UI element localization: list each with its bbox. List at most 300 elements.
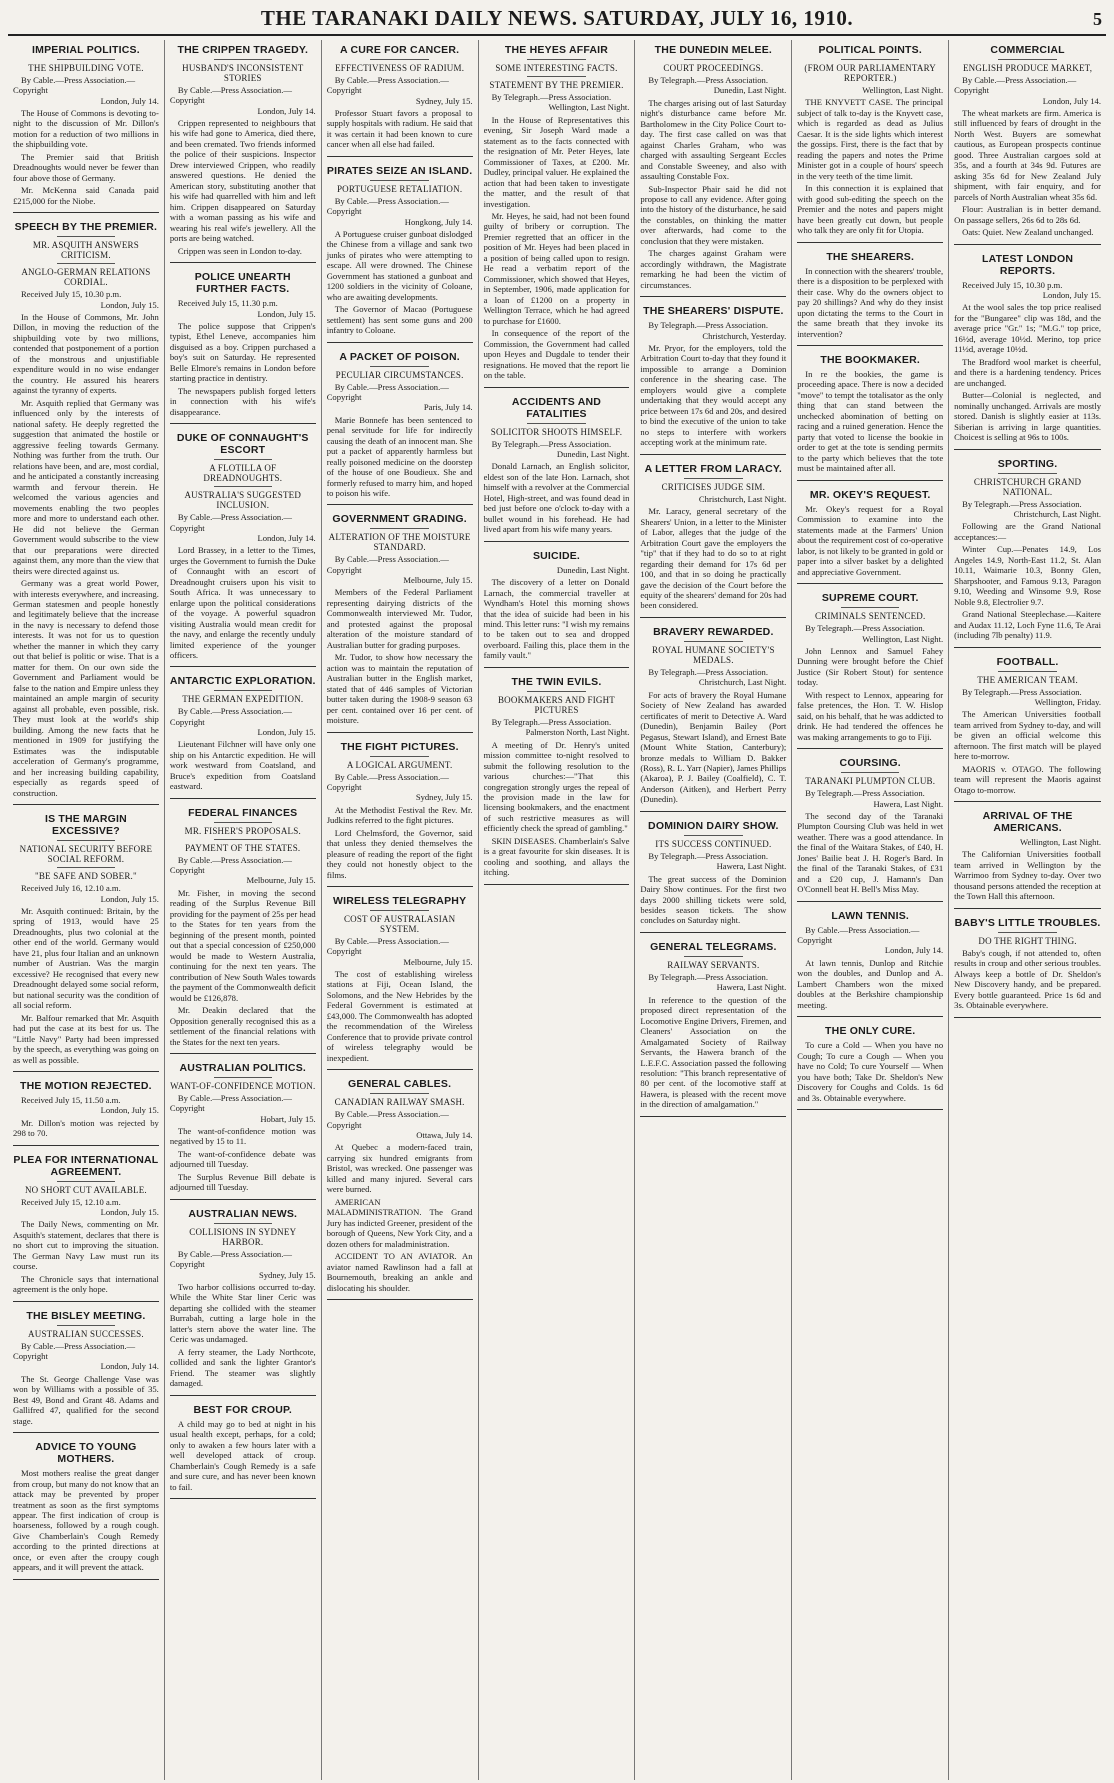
article-headline: A CURE FOR CANCER.	[339, 44, 460, 56]
divider	[214, 59, 272, 60]
dateline	[170, 512, 316, 543]
dateline-place: Hongkong, July 14.	[404, 216, 473, 227]
article-headline: SUICIDE.	[532, 549, 581, 562]
dateline-source: By Cable.—Press Association.—Copyright	[326, 381, 449, 402]
article-headline: GENERAL TELEGRAMS.	[650, 940, 777, 953]
article-paragraph: ACCIDENT TO AN AVIATOR. An aviator named Rawlinson had a fall at Bournemouth, breaking an ankle and dislocating his shoulder.	[326, 1251, 473, 1293]
dateline-source: By Telegraph.—Press Association.	[491, 438, 612, 449]
article-headline: THE DUNEDIN MELEE.	[654, 44, 773, 56]
article-headline: A PACKET OF POISON.	[339, 350, 460, 363]
article-separator	[640, 811, 786, 812]
dateline	[954, 837, 1101, 847]
divider	[684, 956, 742, 957]
article-subheading: EFFECTIVENESS OF RADIUM.	[335, 63, 465, 73]
article	[640, 941, 786, 1117]
dateline	[640, 972, 786, 993]
article-subheading: STATEMENT BY THE PREMIER.	[489, 80, 624, 90]
article	[954, 42, 1101, 245]
article-separator	[797, 480, 943, 481]
article-subheading: ENGLISH PRODUCE MARKET,	[962, 63, 1093, 73]
article-paragraph: Winter Cup.—Penates 14.9, Los Angeles 14.9, North-East 11.2, St. Alan 10.11, Waimarie 10.3, Bonny Glen, Sharpshooter, and Famous 9.13, Paragon 9.10, Weeding and Winsome 9.9, Rose Noble 9.8, Electrolier 9.7.	[954, 544, 1101, 607]
article-paragraph: The Governor of Macao (Portuguese settlement) has sent some guns and 200 infantry to Coloane.	[326, 304, 473, 336]
dateline	[327, 382, 473, 413]
article-separator	[327, 504, 473, 505]
article-separator	[797, 901, 943, 902]
article	[797, 42, 943, 243]
dateline	[170, 1249, 316, 1280]
dateline-place: Melbourne, July 15.	[246, 875, 316, 886]
article-separator	[484, 387, 630, 388]
column-5	[635, 40, 792, 1780]
article-headline: ANTARCTIC EXPLORATION.	[169, 675, 316, 688]
column-3	[322, 40, 479, 1780]
dateline-place: London, July 14.	[100, 95, 159, 106]
divider	[370, 366, 428, 367]
article-headline: THE TWIN EVILS.	[511, 675, 602, 688]
article	[954, 810, 1101, 909]
article-subheading: AUSTRALIA'S SUGGESTED INCLUSION.	[184, 490, 302, 511]
article-headline: POLICE UNEARTH FURTHER FACTS.	[194, 271, 291, 296]
dateline-source: By Telegraph.—Press Association.	[805, 788, 925, 799]
article-paragraph: Mr. Balfour remarked that Mr. Asquith had put the case at its best for us. The "Little Navy" Party had been impressed by the speech, as everything was going on as well as possible.	[13, 1012, 159, 1065]
article-subheading: BOOKMAKERS AND FIGHT PICTURES	[497, 694, 615, 715]
dateline	[797, 623, 943, 644]
article-paragraph: The Daily News, commenting on Mr. Asquith's statement, declares that there is no short cut to improving the situation. The German Navy Law must run its course.	[13, 1219, 159, 1272]
article-subheading: NATIONAL SECURITY BEFORE SOCIAL REFORM.	[19, 844, 153, 865]
article-paragraph: Oats: Quiet. New Zealand unchanged.	[962, 227, 1094, 238]
article-separator	[170, 1498, 316, 1499]
dateline	[640, 75, 786, 96]
article-subheading: THE GERMAN EXPEDITION.	[182, 694, 304, 705]
article-headline: GENERAL CABLES.	[348, 1078, 452, 1091]
article	[954, 917, 1101, 1018]
article-separator	[13, 1579, 159, 1580]
dateline	[13, 883, 159, 904]
article-subheading: HUSBAND'S INCONSISTENT STORIES	[182, 63, 304, 83]
article-headline: LAWN TENNIS.	[831, 909, 910, 922]
article-subheading: AUSTRALIAN SUCCESSES.	[28, 1328, 144, 1339]
article-subheading: THE SHIPBUILDING VOTE.	[28, 63, 144, 73]
article	[327, 513, 473, 732]
article-paragraph: The Californian Universities football team arrived in Wellington by the Warrimoo from Sydney to-day. Over two thousand persons attended the reception at the Town Hall this afternoon.	[954, 849, 1101, 902]
article-paragraph: A ferry steamer, the Lady Northcote, collided and sank the lighter Grantor's Friend. The steamer was slightly damaged.	[169, 1346, 316, 1389]
article-paragraph: In consequence of the report of the Commission, the Government had called upon Heyes and Dugdale to tender their resignations. He moved that the report lie on the table.	[483, 328, 630, 381]
article-headline: THE HEYES AFFAIR	[504, 44, 609, 56]
divider	[527, 76, 585, 77]
article-separator	[170, 1199, 316, 1200]
dateline-place: London, July 14.	[257, 105, 316, 116]
article-headline: LATEST LONDON REPORTS.	[982, 252, 1074, 277]
dateline-place: Wellington, Last Night.	[1020, 837, 1101, 848]
article-separator	[640, 932, 786, 933]
dateline	[170, 706, 316, 737]
dateline	[13, 1095, 159, 1116]
article-headline: DUKE OF CONNAUGHT'S ESCORT	[176, 432, 309, 457]
article-headline: THE MOTION REJECTED.	[20, 1080, 152, 1093]
column-6	[792, 40, 949, 1780]
article	[13, 1154, 159, 1302]
dateline-place: Wellington, Last Night.	[548, 102, 630, 113]
article-paragraph: Crippen was seen in London to-day.	[177, 245, 302, 256]
dateline-source: By Cable.—Press Association.—Copyright	[169, 1248, 292, 1270]
divider	[684, 835, 742, 836]
article-headline: THE BOOKMAKER.	[820, 354, 921, 366]
article	[327, 895, 473, 1070]
article-headline: SUPREME COURT.	[821, 592, 919, 605]
article-paragraph: Lord Chelmsford, the Governor, said that unless they denied themselves the pleasure of reading the report of the fight they could not honestly object to the films.	[326, 827, 473, 880]
article-paragraph: In the House of Representatives this evening, Sir Joseph Ward made a statement as to the facts connected with the resignation of Mr. Peter Heyes, late Commissioner of Taxes, at £200. Mr. Dudley, principal valuer. He explained the action that had been taken to investigate the matter, and the result of that investigation.	[483, 114, 630, 209]
article-headline: ARRIVAL OF THE AMERICANS.	[982, 810, 1073, 835]
article-subheading: A FLOTILLA OF DREADNOUGHTS.	[203, 463, 283, 484]
article	[170, 1062, 316, 1200]
article-separator	[640, 454, 786, 455]
article-paragraph: The Chronicle says that international agreement is the only hope.	[13, 1273, 159, 1295]
article-separator	[954, 647, 1101, 648]
article-subheading: SOME INTERESTING FACTS.	[495, 63, 618, 73]
divider	[214, 839, 272, 840]
article-paragraph: The second day of the Taranaki Plumpton Coursing Club was held in wet weather. There was a good attendance. In the final of the Waitara Stakes, of £40, H. Jones' Bailie beat J. H. Roger's Bard. In the final of the Taranaki Stakes, of £31 and a £20 cup, J. Hamann's Dan O'Connell beat H. Bell's Miss May.	[797, 810, 944, 895]
dateline-place: London, July 14.	[1042, 95, 1101, 106]
article-separator	[484, 667, 630, 668]
article-paragraph: Mr. Fisher, in moving the second reading of the Surplus Revenue Bill providing for the payment of 25s per head to the States for ten years from the beginning of the present month, pointed out that a special concession of £250,000 would be made to Western Australia, continuing for the next ten years. The contribution of New South Wales towards the payment of the Commonwealth deficit would be £126,878.	[169, 887, 316, 1003]
dateline-place: Dunedin, Last Night.	[556, 449, 630, 460]
article-paragraph: Mr. Dillon's motion was rejected by 298 to 70.	[13, 1117, 159, 1139]
article	[327, 165, 473, 343]
divider	[998, 671, 1057, 672]
article-paragraph: Mr. McKenna said Canada paid £215,000 for the Niobe.	[13, 185, 159, 206]
dateline	[13, 75, 159, 106]
dateline-place: London, July 15.	[100, 299, 159, 310]
dateline-source: By Telegraph.—Press Association.	[491, 92, 612, 102]
article-paragraph: Mr. Heyes, he said, had not been found guilty of bribery or corruption. The Premier regretted that an officer in the position of Mr. Heyes had been placed in a position of being called upon to resign. He read a verbatim report of the Commissioner, which showed that Heyes, in September, 1906, made application for a loan of £1200 on a property in Wellington Terrace, which he had agreed to purchase for £1600.	[483, 210, 630, 326]
article-subheading: DO THE RIGHT THING.	[978, 935, 1077, 946]
article-headline: THE FIGHT PICTURES.	[340, 740, 459, 753]
dateline-source: By Telegraph.—Press Association.	[962, 686, 1082, 697]
article	[797, 251, 943, 346]
article-paragraph: The charges against Graham were accordingly withdrawn, the Magistrate remarking he had been the victim of circumstances.	[640, 248, 787, 290]
article-separator	[954, 244, 1101, 245]
dateline-source: By Cable.—Press Association.—Copyright	[326, 936, 449, 957]
dateline-place: London, July 15.	[257, 727, 316, 738]
article-headline: SPEECH BY THE PREMIER.	[14, 221, 158, 234]
dateline-place: Wellington, Last Night.	[862, 633, 944, 644]
dateline-place: Christchurch, Last Night.	[698, 677, 787, 688]
article-headline: THE BISLEY MEETING.	[26, 1309, 146, 1322]
article-paragraph: Lieutenant Filchner will have only one ship on his Antarctic expedition. He will work westward from Coatsland, and Bruce's expedition from Coatsland eastward.	[169, 739, 316, 792]
article-paragraph: A Portuguese cruiser gunboat dislodged the Chinese from a village and sank two junks of pirates who were attempting to escape. All were drowned. The Chinese Government has stationed a gunboat and 1200 soldiers in the vicinity of Coloane, who are awaiting developments.	[326, 228, 473, 302]
dateline-source: Received July 15, 11.50 a.m.	[21, 1095, 121, 1106]
article-headline: BRAVERY REWARDED.	[653, 625, 774, 638]
divider	[57, 1181, 115, 1182]
dateline-source: By Cable.—Press Association.—Copyright	[169, 1093, 292, 1114]
article-paragraph: In connection with the shearers' trouble, there is a disposition to be perplexed with their case. Why do the owners object to pay 20 shillings? And why do they insist upon dictating the terms to the Court in the same breath that they invoke its intervention?	[797, 265, 944, 339]
divider	[214, 822, 272, 823]
article-paragraph: Sub-Inspector Phair said he did not propose to call any evidence. After going into the history of the disturbance, he said the constables, on thinking the matter over afterwards, had come to the conclusion that they were mistaken.	[640, 183, 787, 246]
article-separator	[327, 156, 473, 157]
divider	[998, 473, 1057, 474]
article-subheading: MR. FISHER'S PROPOSALS.	[184, 825, 301, 836]
dateline-place: Dunedin, Last Night.	[556, 564, 630, 575]
article	[797, 910, 943, 1017]
article-paragraph: At the wool sales the top price realised for the "Bungaree" clip was 18d, and the average price "Gr." 1s; "M.G." top price, 16½d, average 10½d. Merino, top price 11½d, average 10½d.	[954, 302, 1101, 355]
divider	[214, 459, 272, 460]
article	[13, 1080, 159, 1146]
article-headline: MR. OKEY'S REQUEST.	[809, 488, 931, 501]
article-subheading: RAILWAY SERVANTS.	[667, 959, 760, 970]
divider	[684, 641, 742, 642]
dateline-place: Ottawa, July 14.	[416, 1129, 473, 1140]
article-subheading: ANGLO-GERMAN RELATIONS CORDIAL.	[21, 267, 151, 288]
dateline	[640, 851, 786, 872]
dateline-source: Received July 15, 12.10 a.m.	[21, 1196, 121, 1207]
article-separator	[797, 1016, 943, 1017]
article-paragraph: The discovery of a letter on Donald Larnach, the commercial traveller at Wyndham's Hotel this morning shows that the idea of suicide had been in his mind. This letter runs: "I wish my remains to be taken out to sea and dropped overboard. Failing this, place them in the family vault."	[483, 577, 630, 661]
page-number: 5	[1093, 9, 1102, 29]
dateline-place: Christchurch, Last Night.	[698, 493, 787, 504]
article-subheading: COLLISIONS IN SYDNEY HARBOR.	[189, 1226, 297, 1247]
divider	[57, 1325, 115, 1326]
dateline-source: Received July 15, 10.30 p.m.	[962, 279, 1063, 290]
article-paragraph: Most mothers realise the great danger from croup, but many do not know that an attack may be prevented by proper treatment as soon as the first symptoms appear. The first indication of croup is hoarseness, followed by a rough cough. Give Chamberlain's Cough Remedy according to the printed directions at once, or even after the croupy cough appears, and it will prevent the attack.	[13, 1468, 159, 1573]
article-paragraph: Lord Brassey, in a letter to the Times, urges the Government to furnish the Duke of Connaught with an escort of Dreadnought cruisers upon his visit to South Africa. It was unnecessary to enlarge upon the political considerations of the voyage. A powerful squadron visiting Australia would mean credit for the navy, and enlarge the recently unduly limited experience of the younger officers.	[169, 545, 316, 660]
article	[484, 42, 630, 388]
dateline	[170, 1093, 316, 1124]
article	[13, 813, 159, 1072]
article-headline: THE SHEARERS.	[826, 250, 915, 263]
dateline	[954, 687, 1101, 708]
article-headline: PIRATES SEIZE AN ISLAND.	[326, 164, 473, 177]
article-separator	[797, 583, 943, 584]
masthead	[8, 4, 1106, 36]
divider	[214, 1223, 272, 1224]
dateline	[640, 494, 786, 504]
article-paragraph: Mr. Okey's request for a Royal Commission to examine into the statements made at the Farmers' Union about the requirement cost of co-operative labor, is not likely to be granted in gold or paper into a silver basket by a delighted and appreciative Government.	[797, 503, 944, 577]
article-subheading: CRITICISES JUDGE SIM.	[661, 481, 766, 492]
dateline-place: Sydney, July 15.	[415, 95, 473, 106]
divider	[527, 691, 585, 692]
dateline-place: London, July 14.	[884, 945, 944, 956]
divider	[684, 478, 742, 479]
article-subheading: (FROM OUR PARLIAMENTARY REPORTER.)	[804, 63, 936, 83]
article-headline: COMMERCIAL	[990, 44, 1065, 56]
article-separator	[170, 1395, 316, 1396]
dateline-source: By Telegraph.—Press Association.	[648, 666, 768, 677]
divider	[998, 59, 1057, 60]
article-paragraph: The want-of-confidence debate was adjourned till Tuesday.	[169, 1148, 316, 1170]
dateline-place: London, July 15.	[100, 1207, 159, 1217]
article-paragraph: The Surplus Revenue Bill debate is adjourned till Tuesday.	[169, 1171, 316, 1193]
article-paragraph: John Lennox and Samuel Fahey Dunning were brought before the Chief Justice (Sir Robert Stout) for sentence today.	[797, 645, 944, 688]
article-headline: ACCIDENTS AND FATALITIES	[511, 395, 602, 420]
article-separator	[640, 617, 786, 618]
dateline-source: By Telegraph.—Press Association.	[805, 623, 925, 634]
column-7	[949, 40, 1106, 1780]
article	[170, 42, 316, 263]
article	[797, 1025, 943, 1110]
article-separator	[327, 886, 473, 887]
divider	[57, 236, 115, 237]
columns-grid	[8, 40, 1106, 1780]
divider	[841, 607, 899, 608]
divider	[214, 690, 272, 691]
article-subheading: COURT PROCEEDINGS.	[663, 63, 764, 73]
article-paragraph: Two harbor collisions occurred to-day. While the White Star liner Ceric was departing she collided with the steamer Burrabah, cutting a large hole in the latter's stern above the water line. The Ceric was undamaged.	[169, 1281, 316, 1345]
article	[797, 592, 943, 749]
article-separator	[13, 1432, 159, 1433]
dateline-source: By Cable.—Press Association.—Copyright	[169, 85, 292, 106]
divider	[370, 59, 428, 60]
dateline-source: Received July 15, 11.30 p.m.	[177, 298, 278, 309]
divider	[527, 423, 585, 424]
article-separator	[954, 449, 1101, 450]
article-paragraph: The wheat markets are firm. America is still influenced by fears of drought in the North West. Buyers are somewhat cautious, as European prospects continue good. Three Australian cargoes sold at 35s, and a fourth at 34s 9d. Futures are asking 35s 6d for New Zealand July shipment, with fair enquiry, and for parcels of North Australian wheat 35s 6d.	[954, 107, 1101, 202]
article-headline: IMPERIAL POLITICS.	[32, 44, 140, 56]
dateline-source: By Telegraph.—Press Association.	[962, 498, 1082, 509]
article-subheading: PAYMENT OF THE STATES.	[185, 842, 301, 853]
dateline-place: London, July 14.	[100, 1361, 159, 1372]
article-separator	[170, 423, 316, 424]
dateline	[954, 280, 1101, 301]
dateline	[13, 289, 159, 310]
article-headline: PLEA FOR INTERNATIONAL AGREEMENT.	[13, 1153, 159, 1178]
article	[797, 354, 943, 481]
dateline	[484, 92, 630, 113]
divider	[57, 867, 115, 868]
article-paragraph: Baby's cough, if not attended to, often results in croup and other serious troubles. Always keep a bottle of Dr. Sheldon's New Discovery handy, and be prepared. Every bottle guaranteed. Price 1s 6d and 3s. Obtainable everywhere.	[954, 947, 1101, 1011]
article-paragraph: The want-of-confidence motion was negatived by 15 to 11.	[169, 1125, 316, 1147]
article-headline: WIRELESS TELEGRAPHY	[332, 895, 467, 908]
article-paragraph: With respect to Lennox, appearing for false pretences, the Hon. T. W. Hislop said, on his behalf, that he was addicted to drink. He had tendered the offences he was making arrangements to go to Fiji.	[797, 689, 944, 742]
article	[170, 271, 316, 424]
article-headline: FEDERAL FINANCES	[188, 806, 298, 819]
article-separator	[170, 262, 316, 263]
article-separator	[797, 1109, 943, 1110]
dateline-place: Wellington, Last Night.	[862, 85, 944, 95]
dateline	[327, 75, 473, 106]
article	[640, 626, 786, 812]
article-paragraph: A meeting of Dr. Henry's united mission committee to-night resolved to submit the following resolution to the various churches:—"That this congregation strongly urges the repeal of the provision made in the law for licensing bookmakers, and the enactment of such restrictive measures as will efficiently check the spread of gambling."	[483, 739, 630, 834]
article-paragraph: The House of Commons is devoting to-night to the discussion of Mr. Dillon's motion for a reduction of two millions in the shipbuilding vote.	[13, 107, 159, 150]
article-separator	[13, 212, 159, 213]
article-subheading: TARANAKI PLUMPTON CLUB.	[805, 776, 936, 787]
dateline-source: By Cable.—Press Association.—Copyright	[326, 554, 449, 575]
dateline-place: Hawera, Last Night.	[716, 982, 787, 993]
article-subheading: A LOGICAL ARGUMENT.	[346, 759, 453, 770]
dateline-place: Dunedin, Last Night.	[713, 85, 787, 96]
article	[13, 221, 159, 805]
divider	[841, 772, 899, 773]
dateline-place: Paris, July 14.	[423, 402, 473, 413]
article	[13, 1310, 159, 1433]
article-headline: THE CRIPPEN TRAGEDY.	[177, 44, 309, 56]
article-subheading: ALTERATION OF THE MOISTURE STANDARD.	[328, 532, 471, 553]
dateline	[170, 298, 316, 319]
article-paragraph: The newspapers publish forged letters in connection with his wife's disappearance.	[169, 385, 316, 417]
column-1	[8, 40, 165, 1780]
dateline-source: By Cable.—Press Association.—Copyright	[13, 1340, 136, 1362]
dateline	[797, 925, 943, 956]
article-subheading: MR. ASQUITH ANSWERS CRITICISM.	[32, 240, 139, 261]
article	[170, 432, 316, 667]
dateline-source: By Cable.—Press Association.—Copyright	[326, 195, 449, 217]
divider	[841, 59, 899, 60]
dateline-source: By Telegraph.—Press Association.	[648, 75, 768, 85]
column-4	[479, 40, 636, 1780]
article-paragraph: At lawn tennis, Dunlop and Ritchie won the doubles, and Dunlop and A. Lambert Chambers won the mixed doubles at the Berkshire championship meeting.	[797, 957, 944, 1010]
article	[13, 1441, 159, 1580]
article-subheading: CHRISTCHURCH GRAND NATIONAL.	[973, 476, 1082, 497]
article-paragraph: The American Universities football team arrived from Sydney to-day, and will be given an official welcome this afternoon. The first match will be played here to-morrow.	[954, 709, 1101, 762]
article	[484, 396, 630, 542]
article-paragraph: SKIN DISEASES. Chamberlain's Salve is a great favourite for skin diseases. It is cooling and soothing, and allays the itching.	[483, 835, 630, 878]
article	[640, 42, 786, 297]
article-separator	[13, 1145, 159, 1146]
article-headline: AUSTRALIAN NEWS.	[188, 1207, 298, 1220]
article-headline: COURSING.	[839, 757, 901, 770]
article	[327, 741, 473, 887]
dateline-place: Christchurch, Yesterday.	[702, 330, 787, 341]
dateline	[484, 565, 630, 575]
article-separator	[640, 1116, 786, 1117]
article-paragraph: At Quebec a modern-faced train, carrying six hundred emigrants from Bristol, was wrecked. One passenger was killed and many injured. Several cars were burned.	[326, 1142, 473, 1195]
article-separator	[954, 801, 1101, 802]
article-separator	[170, 666, 316, 667]
article	[327, 42, 473, 157]
article-paragraph: AMERICAN MALADMINISTRATION. The Grand Jury has indicted Greener, president of the borough of Queens, New York City, and a dozen others for maladministration.	[326, 1196, 473, 1249]
article	[13, 42, 159, 213]
dateline-source: By Cable.—Press Association.—Copyright	[169, 706, 292, 727]
dateline	[170, 855, 316, 886]
article	[954, 458, 1101, 648]
article	[484, 676, 630, 885]
dateline	[954, 499, 1101, 520]
dateline-source: By Cable.—Press Association.—Copyright	[169, 512, 292, 533]
article-paragraph: Professor Stuart favors a proposal to supply hospitals with radium. He said that it was certain it had been known to cure cancer when all else had failed.	[326, 107, 473, 150]
article-paragraph: The Premier said that British Dreadnoughts would never be fewer than four above those of Germany.	[13, 151, 159, 183]
dateline-place: London, July 15.	[1042, 290, 1101, 301]
article-separator	[170, 1053, 316, 1054]
article-subheading: "BE SAFE AND SOBER."	[34, 871, 137, 882]
article	[640, 463, 786, 618]
dateline-source: By Telegraph.—Press Association.	[648, 320, 768, 331]
article-subheading: SOLICITOR SHOOTS HIMSELF.	[490, 426, 623, 437]
article	[170, 1208, 316, 1396]
article-subheading: PORTUGUESE RETALIATION.	[336, 183, 463, 194]
dateline-place: Melbourne, July 15.	[403, 956, 473, 967]
dateline-place: Sydney, July 15.	[258, 1269, 316, 1280]
divider	[998, 932, 1057, 933]
divider	[370, 1093, 428, 1094]
article-headline: ADVICE TO YOUNG MOTHERS.	[35, 1441, 137, 1466]
article	[170, 807, 316, 1054]
dateline	[327, 936, 473, 967]
article-separator	[13, 1071, 159, 1072]
article-paragraph: Marie Bonnefe has been sentenced to penal servitude for life for indirectly causing the death of an innocent man. She put a packet of apparently harmless but really poisoned medicine on the doorstep of the house of one Boudieux. She and formerly refused to marry him, and hoped to poison his wife.	[326, 414, 473, 498]
dateline	[327, 554, 473, 585]
divider	[57, 263, 115, 264]
article-separator	[327, 1069, 473, 1070]
divider	[370, 528, 428, 529]
article-paragraph: The charges arising out of last Saturday night's disturbance came before Mr. Bartholomew in the City Police Court to-day. The first case called on was that against Charles Graham, who was charged with assaulting Sergeant Eccles and Constable Sweeney, and also with assaulting Constable Fox.	[640, 97, 787, 182]
article	[640, 305, 786, 454]
column-2	[165, 40, 322, 1780]
dateline	[954, 75, 1101, 106]
article-paragraph: The St. George Challenge Vase was won by Williams with a possible of 35. Best 49, Bond and Grant 48. Adams and Gallifred 47, qualified for the second stage.	[13, 1373, 159, 1426]
article-paragraph: MAORIS v. OTAGO. The following team will represent the Maoris against Otago to-morrow.	[954, 763, 1101, 795]
dateline-source: By Telegraph.—Press Association.	[648, 971, 768, 982]
article-paragraph: Flour: Australian is in better demand. On passage sellers, 26s 6d to 28s 6d.	[954, 204, 1101, 225]
article-paragraph: Mr. Asquith continued: Britain, by the spring of 1913, would have 25 Dreadnoughts, plus two colonial at the other end of the world. Germany would have 21, plus four Italian and an unknown number of Austrian. Was the margin excessive? He recognised that every new Dreadnought delayed some social reform, but national security was the condition of all social reform.	[13, 905, 159, 1011]
